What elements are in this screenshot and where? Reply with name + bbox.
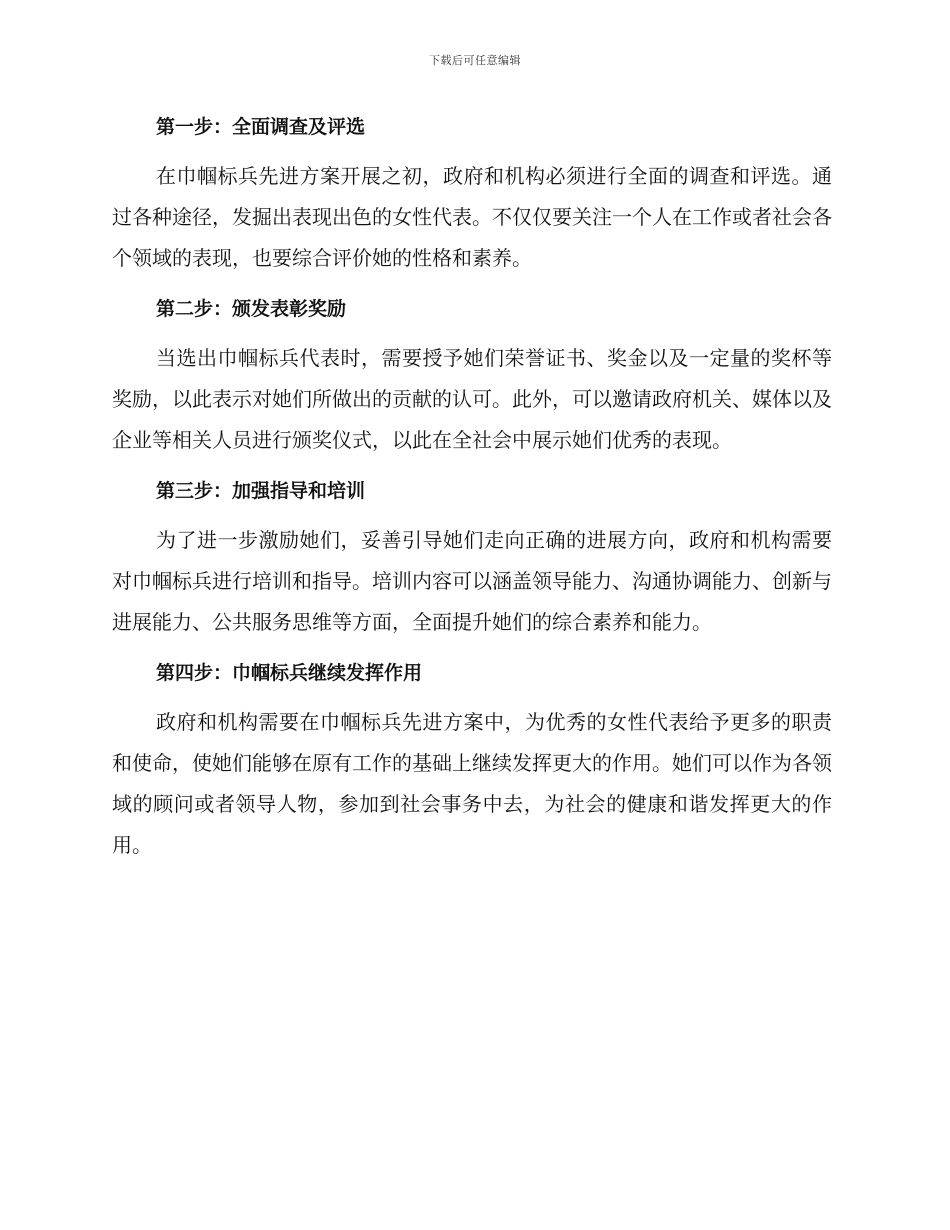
section-paragraph: 政府和机构需要在巾帼标兵先进方案中，为优秀的女性代表给予更多的职责和使命，使她们能够在原有工作的基础上继续发挥更大的作用。她们可以作为各领域的顾问或者领导人物，参加到社会事务中去，为社会的健康和谐发挥更大的作用。 xyxy=(112,710,832,857)
section-heading: 第四步：巾帼标兵继续发挥作用 xyxy=(156,662,423,684)
section-step-4 xyxy=(112,654,832,866)
section-paragraph: 在巾帼标兵先进方案开展之初，政府和机构必须进行全面的调查和评选。通过各种途径，发掘出表现出色的女性代表。不仅仅要关注一个人在工作或者社会各个领域的表现，也要综合评价她的性格和素养。 xyxy=(112,164,832,270)
section-paragraph: 当选出巾帼标兵代表时，需要授予她们荣誉证书、奖金以及一定量的奖杯等奖励，以此表示对她们所做出的贡献的认可。此外，可以邀请政府机关、媒体以及企业等相关人员进行颁奖仪式，以此在全社会中展示她们优秀的表现。 xyxy=(112,346,832,452)
section-heading: 第二步：颁发表彰奖励 xyxy=(156,298,347,320)
section-step-2 xyxy=(112,290,832,461)
section-paragraph: 为了进一步激励她们，妥善引导她们走向正确的进展方向，政府和机构需要对巾帼标兵进行培训和指导。培训内容可以涵盖领导能力、沟通协调能力、创新与进展能力、公共服务思维等方面，全面提升她们的综合素养和能力。 xyxy=(112,528,832,634)
section-heading: 第三步：加强指导和培训 xyxy=(156,480,366,502)
section-step-1 xyxy=(112,108,832,279)
section-step-3 xyxy=(112,472,832,643)
section-heading: 第一步：全面调查及评选 xyxy=(156,116,366,138)
page-header: 下载后可任意编辑 xyxy=(429,54,521,67)
document-body xyxy=(112,108,832,877)
